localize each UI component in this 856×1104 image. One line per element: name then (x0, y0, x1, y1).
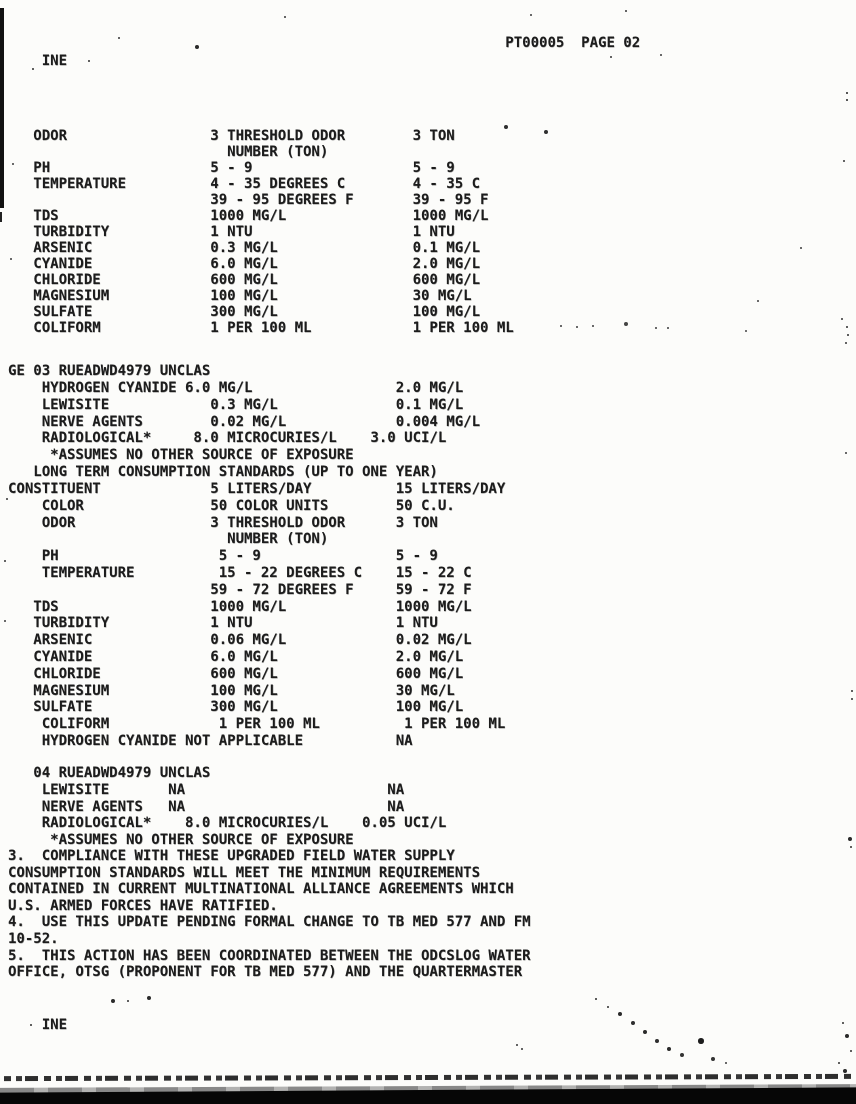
short-term-table-line: TURBIDITY 1 NTU 1 NTU (8, 224, 455, 240)
agent-standards-long-line: NERVE AGENTS NA NA (8, 798, 405, 815)
short-term-table-line: PH 5 - 9 5 - 9 (8, 160, 455, 176)
agent-standards-short-line: NERVE AGENTS 0.02 MG/L 0.004 MG/L (8, 413, 481, 430)
agent-standards-short-line: *ASSUMES NO OTHER SOURCE OF EXPOSURE (8, 447, 354, 464)
long-term-table-line: CONSTITUENT 5 LITERS/DAY 15 LITERS/DAY (8, 481, 506, 497)
long-term-table-line: COLIFORM 1 PER 100 ML 1 PER 100 ML (8, 716, 506, 733)
scan-artifact-diagonal-streak (0, 0, 2, 2)
message-heading-04-line: 04 RUEADWD4979 UNCLAS (8, 765, 211, 781)
long-term-table-line: TEMPERATURE 15 - 22 DEGREES C 15 - 22 C (8, 565, 472, 581)
agent-standards-long-line: LEWISITE NA NA (8, 782, 405, 798)
paragraphs-line: 5. THIS ACTION HAS BEEN COORDINATED BETWEEN THE ODCSLOG WATER (8, 947, 531, 964)
agent-standards-short-line: LEWISITE 0.3 MG/L 0.1 MG/L (8, 396, 464, 413)
short-term-table-line: TDS 1000 MG/L 1000 MG/L (8, 208, 489, 224)
agent-standards-short-line: RADIOLOGICAL* 8.0 MICROCURIES/L 3.0 UCI/L (8, 430, 447, 447)
short-term-table-line: CYANIDE 6.0 MG/L 2.0 MG/L (8, 256, 481, 272)
paragraphs-line: 10-52. (8, 931, 59, 947)
scan-artifact-left-tick (0, 212, 2, 222)
long-term-table-line: TURBIDITY 1 NTU 1 NTU (8, 615, 438, 632)
long-term-table-line: 59 - 72 DEGREES F 59 - 72 F (8, 581, 472, 598)
long-term-table-line: COLOR 50 COLOR UNITS 50 C.U. (8, 497, 455, 514)
paragraphs-line: U.S. ARMED FORCES HAVE RATIFIED. (8, 897, 278, 914)
scan-artifact-speckle-rule (4, 1074, 854, 1081)
short-term-table-line: SULFATE 300 MG/L 100 MG/L (8, 304, 481, 320)
long-term-table-line: NUMBER (TON) (8, 531, 329, 548)
long-term-table-line: SULFATE 300 MG/L 100 MG/L (8, 699, 464, 716)
short-term-table-line: CHLORIDE 600 MG/L 600 MG/L (8, 272, 481, 288)
long-term-table-line: CYANIDE 6.0 MG/L 2.0 MG/L (8, 649, 464, 665)
short-term-table-line: COLIFORM 1 PER 100 ML 1 PER 100 ML (8, 320, 514, 336)
agent-standards-short-line: HYDROGEN CYANIDE 6.0 MG/L 2.0 MG/L (8, 380, 464, 396)
short-term-table-line: TEMPERATURE 4 - 35 DEGREES C 4 - 35 C (8, 176, 481, 192)
short-term-table-line: 39 - 95 DEGREES F 39 - 95 F (8, 192, 489, 208)
long-term-table-line: TDS 1000 MG/L 1000 MG/L (8, 598, 472, 615)
short-term-table-line: ARSENIC 0.3 MG/L 0.1 MG/L (8, 240, 481, 256)
long-term-table-line: CHLORIDE 600 MG/L 600 MG/L (8, 665, 464, 682)
top-edge-fragment-line: INE (8, 53, 68, 69)
paragraphs-line: OFFICE, OTSG (PROPONENT FOR TB MED 577) AND THE QUARTERMASTER (8, 964, 523, 981)
paragraphs-line: 4. USE THIS UPDATE PENDING FORMAL CHANGE TO TB MED 577 AND FM (8, 914, 531, 931)
bottom-edge-fragment-line: INE (8, 1017, 68, 1033)
long-term-table-line: PH 5 - 9 5 - 9 (8, 548, 438, 565)
long-term-table-line: MAGNESIUM 100 MG/L 30 MG/L (8, 682, 455, 699)
short-term-table-line: MAGNESIUM 100 MG/L 30 MG/L (8, 288, 472, 304)
long-term-table-line: ODOR 3 THRESHOLD ODOR 3 TON (8, 514, 438, 531)
paragraphs-line: CONSUMPTION STANDARDS WILL MEET THE MINIMUM REQUIREMENTS (8, 864, 481, 881)
paragraphs-line: 3. COMPLIANCE WITH THESE UPGRADED FIELD WATER SUPPLY (8, 848, 455, 864)
page-header-line: PT00005 PAGE 02 (8, 35, 641, 51)
short-term-table-line: NUMBER (TON) (8, 144, 329, 160)
short-term-table-line: ODOR 3 THRESHOLD ODOR 3 TON (8, 128, 455, 144)
agent-standards-long-line: *ASSUMES NO OTHER SOURCE OF EXPOSURE (8, 831, 354, 848)
message-heading-03-line: GE 03 RUEADWD4979 UNCLAS (8, 363, 211, 379)
long-term-table-line: HYDROGEN CYANIDE NOT APPLICABLE NA (8, 733, 413, 749)
agent-standards-long-line: RADIOLOGICAL* 8.0 MICROCURIES/L 0.05 UCI/L (8, 815, 447, 832)
paragraphs-line: CONTAINED IN CURRENT MULTINATIONAL ALLIANCE AGREEMENTS WHICH (8, 881, 514, 898)
scan-artifact-left-edge (0, 8, 4, 208)
long-term-table-line: ARSENIC 0.06 MG/L 0.02 MG/L (8, 632, 472, 649)
long-term-header-line: LONG TERM CONSUMPTION STANDARDS (UP TO ONE YEAR) (8, 464, 438, 480)
